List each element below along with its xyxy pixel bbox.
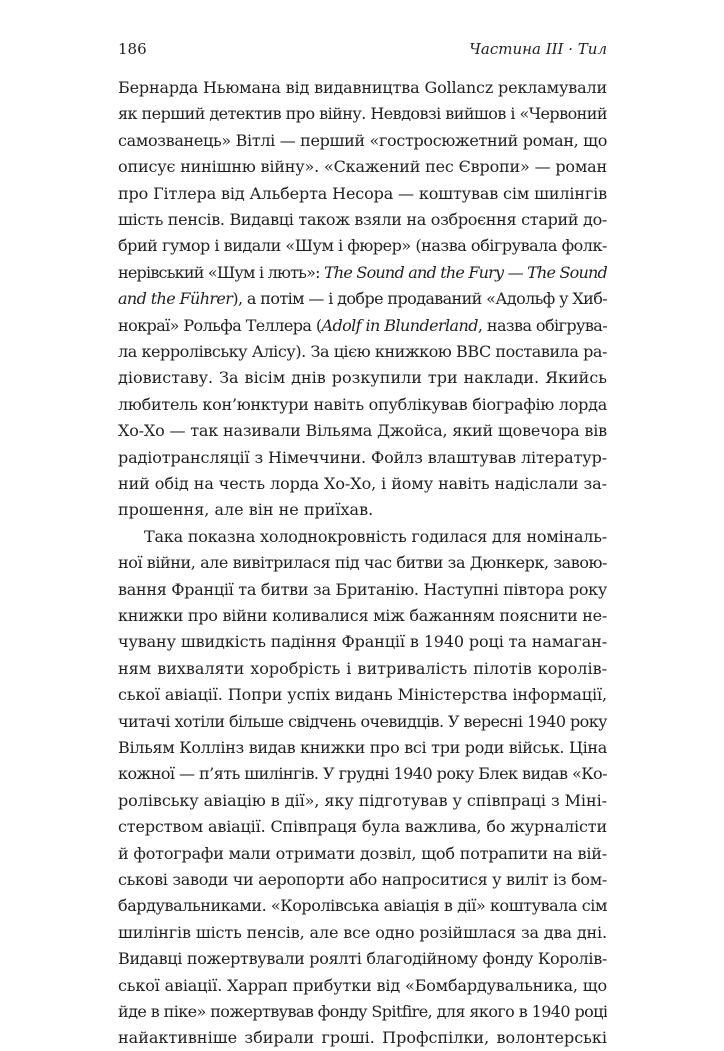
text-line: описує нинішню війну». «Скажений пес Європи» — роман <box>118 157 607 177</box>
text-line: and the Führer), а потім — і добре продаваний «Адольф у Хиб- <box>118 289 607 309</box>
text-line: стерством авіації. Співпраця була важлива, бо журналісти <box>118 817 607 837</box>
text-line: й фотографи мали отримати дозвіл, щоб потрапити на вій- <box>118 843 607 863</box>
text-line: нерівський «Шум і лють»: The Sound and the Fury — The Sound <box>118 262 607 282</box>
text-line: Видавці пожертвували роялті благодійному фонду Королів- <box>118 949 607 969</box>
text-line: ний обід на честь лорда Хо-Хо, і йому навіть надіслали за- <box>118 474 607 493</box>
page-number: 186 <box>118 40 147 58</box>
text-line: ської авіації. Попри успіх видань Міністерства інформації, <box>118 685 607 705</box>
text-line: вання Франції та битви за Британію. Наступні півтора року <box>118 579 607 599</box>
section-title: Частина ІІІ · Тил <box>469 40 607 58</box>
text-line: брий гумор і видали «Шум і фюрер» (назва обігрувала фолк- <box>118 236 607 256</box>
text-line: Така показна холоднокровність годилася для номіналь- <box>144 526 607 546</box>
running-head <box>118 40 607 64</box>
text-line: ної війни, але вивітрилася під час битви за Дюнкерк, завою- <box>118 553 607 573</box>
text-line: ськові заводи чи аеропорти або напроситися у виліт із бом- <box>118 870 607 889</box>
text-line: любитель кон’юнктури навіть опублікував біографію лорда <box>118 394 607 414</box>
text-line: чувану швидкість падіння Франції в 1940 році та намаган- <box>118 632 607 652</box>
text-line: Вільям Коллінз видав книжки про всі три роди військ. Ціна <box>118 738 607 757</box>
text-line: ської авіації. Харрап прибутки від «Бомбардувальника, що <box>118 975 607 995</box>
text-line: шилінгів шість пенсів, але все одно розійшлася за два дні. <box>118 922 607 942</box>
text-line: прошення, але він не приїхав. <box>118 500 374 520</box>
text-line: ролівську авіацію в дії», яку підготував у співпраці з Міні- <box>118 790 607 810</box>
text-line: самозванець» Вітлі — перший «гостросюжетний роман, що <box>118 130 607 150</box>
text-line: про Гітлера від Альберта Несора — коштував сім шилінгів <box>118 183 607 203</box>
text-line: діовиставу. За вісім днів розкупили три наклади. Якийсь <box>118 368 607 388</box>
text-line: Хо-Хо — так називали Вільяма Джойса, який щовечора вів <box>118 421 607 441</box>
text-line: нокраї» Рольфа Теллера (Adolf in Blunderland, назва обігрува- <box>118 315 607 335</box>
text-line: ням вихваляти хоробрість і витривалість пілотів королів- <box>118 658 607 678</box>
text-line: радіотрансляції з Німеччини. Фойлз влаштував літератур- <box>118 447 607 467</box>
text-line: Бернарда Ньюмана від видавництва Gollancz рекламували <box>118 78 607 97</box>
text-line: кожної — п’ять шилінгів. У грудні 1940 року Блек видав «Ко- <box>118 764 607 784</box>
text-line: шість пенсів. Видавці також взяли на озброєння старий до- <box>118 210 607 229</box>
text-line: бардувальниками. «Королівська авіація в дії» коштувала сім <box>118 896 607 916</box>
text-line: читачі хотіли більше свідчень очевидців. У вересні 1940 року <box>118 711 607 731</box>
text-line: найактивніше збирали гроші. Профспілки, волонтерські <box>118 1028 607 1048</box>
text-line: йде в піке» пожертвував фонду Spitfire, для якого в 1940 році <box>118 1002 607 1021</box>
text-line: ла керролівську Алісу). За цією книжкою BBC поставила ра- <box>118 342 607 361</box>
text-line: як перший детектив про війну. Невдовзі вийшов і «Червоний <box>118 104 607 124</box>
text-line: книжки про війни коливалися між бажанням пояснити не- <box>118 606 607 625</box>
